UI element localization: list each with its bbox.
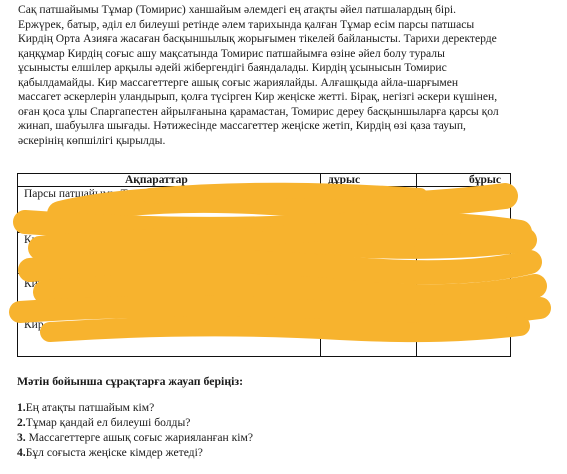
question-number: 1. (17, 401, 26, 414)
table-row-divider (18, 273, 510, 274)
table-row-label: Кир (24, 319, 44, 331)
question-text: Массагеттерге ашық соғыс жарияланған кім? (25, 431, 253, 444)
question-item (17, 445, 253, 460)
paragraph-line: жинап, шабуылға шығады. Нәтижесінде массагеттер жеңіске жетіп, Кирдің өзі қаза тауып, (18, 119, 466, 132)
paragraph-line: қабылдамайды. Кир массагеттерге ашық соғыс жариялайды. Алғашқыда айла-шарғымен (18, 75, 459, 89)
table-row-divider (18, 307, 510, 308)
paragraph-line: қаңқұмар Кирдің соғыс ашу мақсатында Томирис патшайымға өзіне әйел болу туралы (18, 46, 445, 60)
paragraph-line: Кирдің Орта Азияға жасаған басқыншылық жорығымен тікелей байланысты. Тарихи деректерде (18, 32, 497, 45)
questions-title: Мәтін бойынша сұрақтарға жауап беріңіз: (17, 374, 244, 388)
paragraph-line: массагет әскерлерін уландырып, қолға түсірген Кир жеңіске жетті. Бірақ, негізгі әскери күшінен, (18, 90, 498, 103)
paragraph-line: оған қоса ұлы Спаргапестен айрылғанына қарамастан, Томирис дереу басқыншыларға қарсы қол (18, 104, 499, 118)
questions-list (17, 400, 253, 460)
header-incorrect: бұрыс (469, 174, 501, 186)
paragraph-line: Сақ патшайымы Тұмар (Томирис) ханшайым әлемдегі ең атақты әйел патшалардың бірі. (18, 3, 457, 16)
paragraph-line: әскерінің көпшілігі қырылды. (18, 133, 166, 147)
info-table (17, 173, 511, 357)
question-item (17, 400, 253, 415)
table-row-label: Парсы патшайымы Тұ (24, 188, 134, 200)
question-number: 2. (17, 416, 26, 429)
question-text: Бұл соғыста жеңіске кімдер жетеді? (25, 446, 203, 459)
question-text: Тұмар қандай ел билеуші болды? (25, 416, 191, 429)
question-item (17, 430, 253, 445)
paragraph-line: ұсынысты елшілер арқылы әдейі жібергендігі баяндалады. Кирдің ұсынысын Томирис (18, 61, 447, 74)
table-column-divider (416, 174, 417, 356)
question-number: 4. (17, 446, 26, 459)
table-row-divider (18, 232, 510, 233)
question-number: 3. (17, 431, 26, 444)
story-paragraph (18, 3, 558, 148)
header-info: Ақпараттар (125, 174, 188, 186)
header-correct: дұрыс (328, 174, 361, 186)
question-text: Ең атақты патшайым кім? (25, 401, 155, 414)
table-column-divider (320, 174, 321, 356)
paragraph-line: Ержүрек, батыр, әділ ел билеушi ретінде әлем тарихында қалған Тұмар есім парсы патшасы (18, 17, 475, 31)
question-item (17, 415, 253, 430)
table-header-divider (18, 186, 510, 187)
table-row-label: Кир (24, 278, 44, 290)
table-row-label: Кир (24, 234, 44, 246)
